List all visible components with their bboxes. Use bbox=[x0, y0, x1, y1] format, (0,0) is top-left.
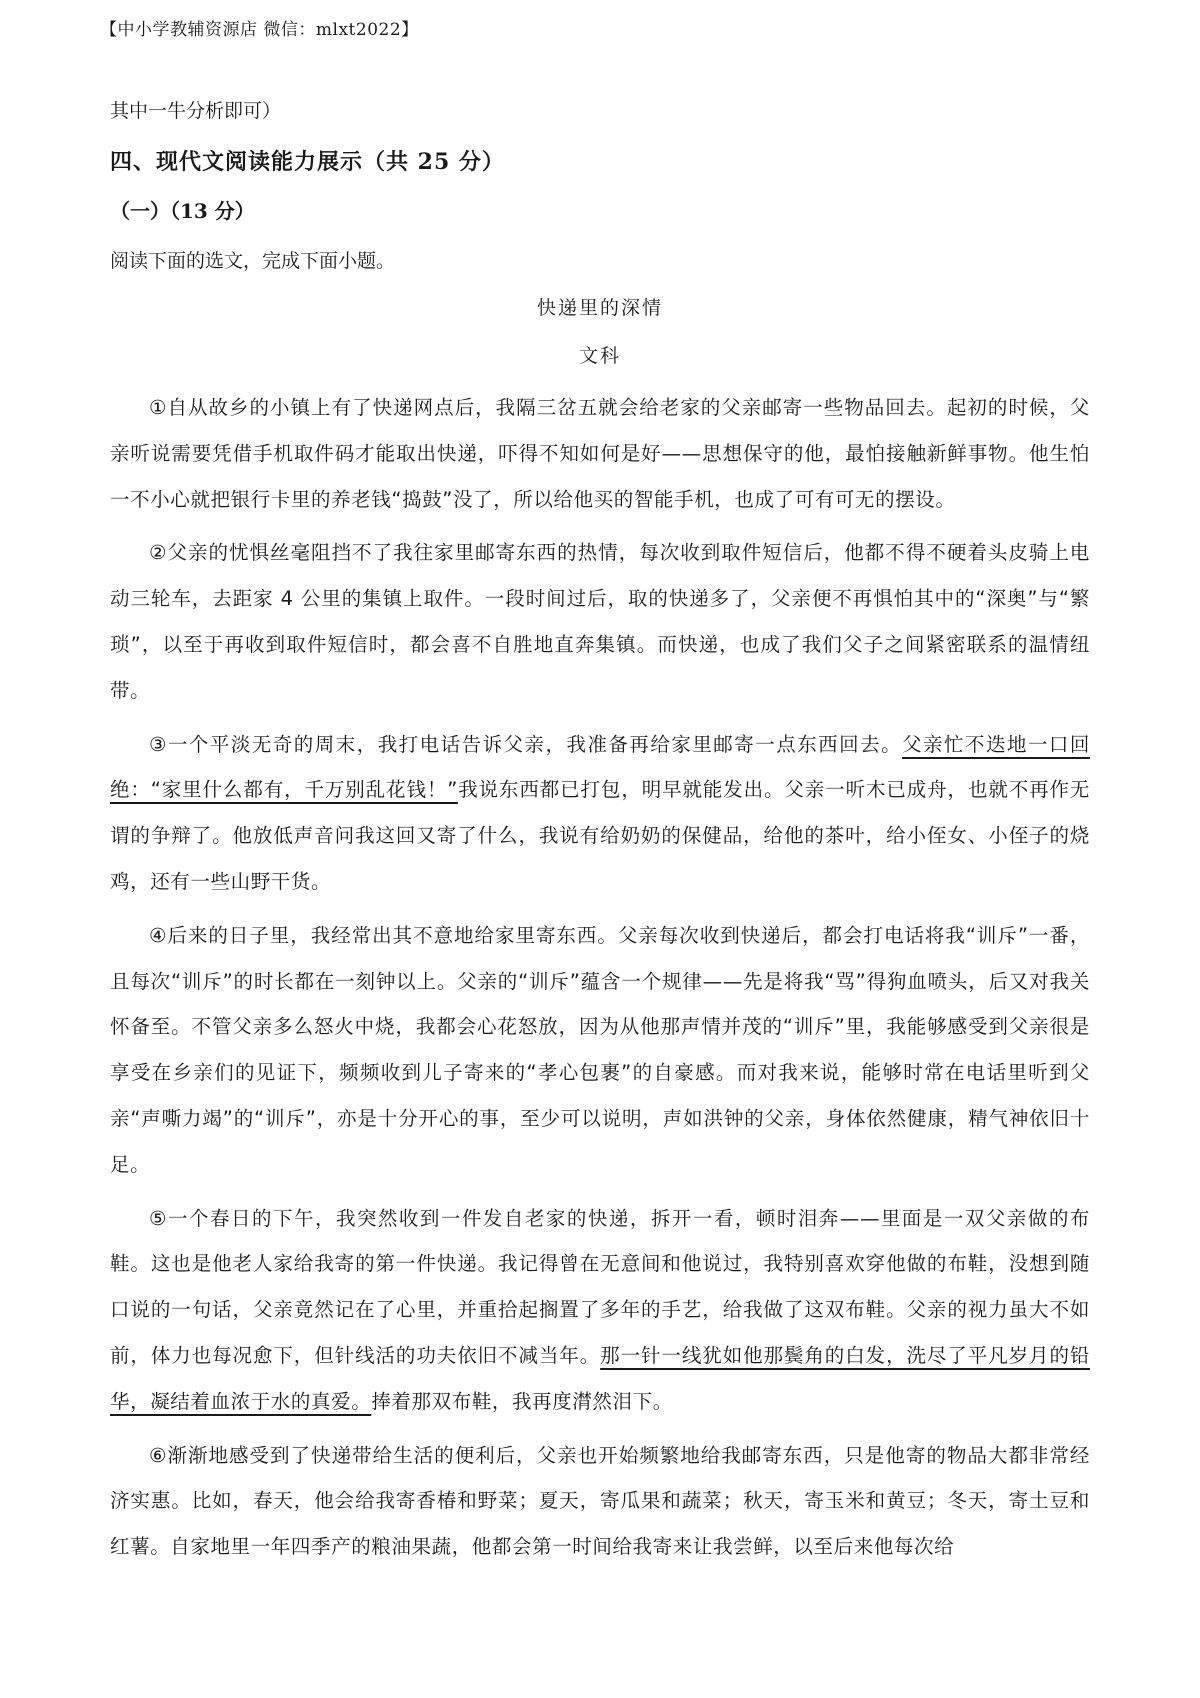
paragraph-3 bbox=[110, 722, 1090, 905]
watermark-header: 【中小学教辅资源店 微信：mlxt2022】 bbox=[100, 20, 419, 40]
carryover-line: 其中一牛分析即可） bbox=[110, 100, 282, 122]
sub-section-title: （一）（13 分） bbox=[110, 199, 255, 223]
paragraph-5 bbox=[110, 1196, 1090, 1425]
article-author: 文科 bbox=[578, 345, 621, 367]
reading-instruction: 阅读下面的选文，完成下面小题。 bbox=[110, 250, 396, 272]
paragraph-5-underlined-sentence: 那一针一线犹如他那鬓角的白发，洗尽了平凡岁月的铅华，凝结着血浓于水的真爱。 bbox=[110, 1343, 1090, 1413]
paragraph-6: ⑥渐渐地感受到了快递带给生活的便利后，父亲也开始频繁地给我邮寄东西，只是他寄的物品大都非常经济实惠。比如，春天，他会给我寄香椿和野菜；夏天，寄瓜果和蔬菜；秋天，寄玉米和黄豆；冬天，寄土豆和红薯。自家地里一年四季产的粮油果蔬，他都会第一时间给我寄来让我尝鲜，以至后来他每次给 bbox=[110, 1443, 1090, 1559]
paragraph-4: ④后来的日子里，我经常出其不意地给家里寄东西。父亲每次收到快递后，都会打电话将我“训斥”一番，且每次“训斥”的时长都在一刻钟以上。父亲的“训斥”蕴含一个规律——先是将我“骂”得狗血喷头，后又对我关怀备至。不管父亲多么怒火中烧，我都会心花怒放，因为从他那声情并茂的“训斥”里，我能够感受到父亲很是享受在乡亲们的见证下，频频收到儿子寄来的“孝心包裹”的自豪感。而对我来说，能够时常在电话里听到父亲“声嘶力竭”的“训斥”，亦是十分开心的事，至少可以说明，声如洪钟的父亲，身体依然健康，精气神依旧十足。 bbox=[110, 923, 1090, 1176]
paragraph-5-text-before: ⑤一个春日的下午，我突然收到一件发自老家的快递，拆开一看，顿时泪奔——里面是一双父亲做的布鞋。这也是他老人家给我寄的第一件快递。我记得曾在无意间和他说过，我特别喜欢穿他做的布鞋，没想到随口说的一句话，父亲竟然记在了心里，并重拾起搁置了多年的手艺，给我做了这双布鞋。父亲的视力虽大不如前，体力也每况愈下，但针线活的功夫依旧不减当年。 bbox=[110, 1206, 1090, 1367]
paragraph-5-text-after: 捧着那双布鞋，我再度潸然泪下。 bbox=[371, 1389, 673, 1413]
paragraph-3-text-after: 我说东西都已打包，明早就能发出。父亲一听木已成舟，也就不再作无谓的争辩了。他放低声音问我这回又寄了什么，我说有给奶奶的保健品，给他的茶叶，给小侄女、小侄子的烧鸡，还有一些山野干货。 bbox=[110, 778, 1090, 893]
paragraph-1: ①自从故乡的小镇上有了快递网点后，我隔三岔五就会给老家的父亲邮寄一些物品回去。起初的时候，父亲听说需要凭借手机取件码才能取出快递，吓得不知如何是好——思想保守的他，最怕接触新鲜事物。他生怕一不小心就把银行卡里的养老钱“捣鼓”没了，所以给他买的智能手机，也成了可有可无的摆设。 bbox=[110, 396, 1090, 511]
section-title: 四、现代文阅读能力展示（共 25 分） bbox=[110, 149, 505, 175]
article-title: 快递里的深情 bbox=[536, 297, 663, 319]
paragraph-3-text-before: ③一个平淡无奇的周末，我打电话告诉父亲，我准备再给家里邮寄一点东西回去。 bbox=[149, 732, 903, 756]
article-body bbox=[110, 385, 1090, 1570]
paragraph-3-underlined-sentence: 父亲忙不迭地一口回绝：“家里什么都有，千万别乱花钱！” bbox=[110, 732, 1090, 802]
paragraph-2: ②父亲的忧惧丝毫阻挡不了我往家里邮寄东西的热情，每次收到取件短信后，他都不得不硬着头皮骑上电动三轮车，去距家 4 公里的集镇上取件。一段时间过后，取的快递多了，父亲便不再惧怕其中的“深奥”与“繁琐”，以至于再收到取件短信时，都会喜不自胜地直奔集镇。而快递，也成了我们父子之间紧密联系的温情纽带。 bbox=[110, 541, 1090, 702]
